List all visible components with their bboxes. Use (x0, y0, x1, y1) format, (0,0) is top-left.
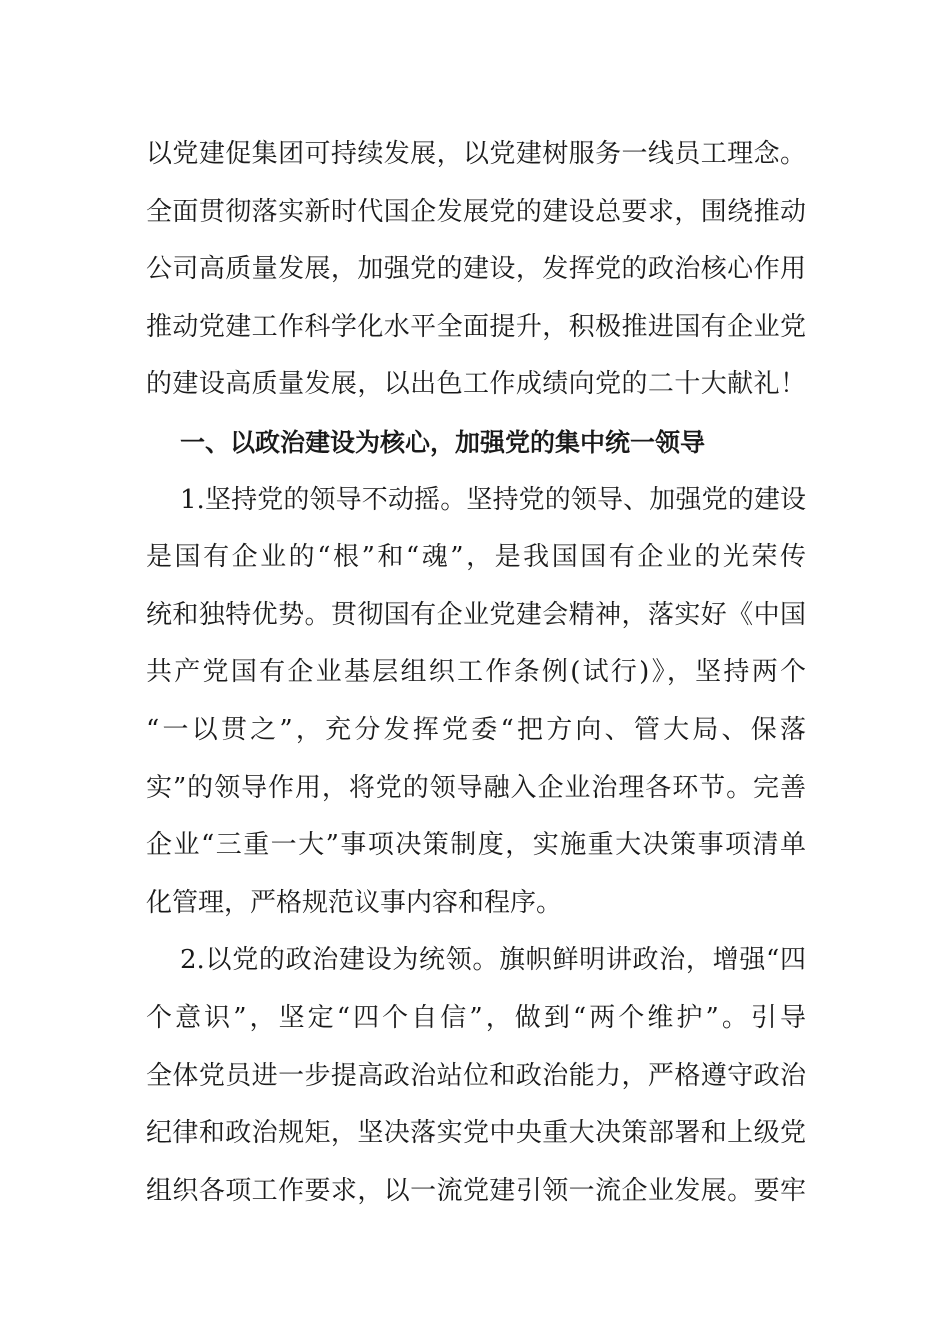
text-line: 是国有企业的“根”和“魂”，是我国国有企业的光荣传 (146, 542, 806, 573)
text-line: 全体党员进一步提高政治站位和政治能力，严格遵守政治 (146, 1060, 806, 1091)
text-line: 共产党国有企业基层组织工作条例(试行)》，坚持两个 (146, 657, 806, 688)
text-line: 实”的领导作用，将党的领导融入企业治理各环节。完善 (146, 772, 806, 803)
text-line: 1.坚持党的领导不动摇。坚持党的领导、加强党的建设 (180, 484, 806, 515)
text-line: 化管理，严格规范议事内容和程序。 (146, 887, 563, 918)
text-line: 全面贯彻落实新时代国企发展党的建设总要求，围绕推动 (146, 196, 806, 227)
text-line: 公司高质量发展，加强党的建设，发挥党的政治核心作用 (146, 254, 806, 285)
text-line: 的建设高质量发展，以出色工作成绩向党的二十大献礼！ (146, 369, 806, 400)
text-line: 2.以党的政治建设为统领。旗帜鲜明讲政治，增强“四 (180, 945, 806, 976)
text-line: 企业“三重一大”事项决策制度，实施重大决策事项清单 (146, 830, 806, 861)
text-line: 组织各项工作要求，以一流党建引领一流企业发展。要牢 (146, 1175, 806, 1206)
text-line: 纪律和政治规矩，坚决落实党中央重大决策部署和上级党 (146, 1118, 806, 1149)
text-line: 推动党建工作科学化水平全面提升，积极推进国有企业党 (146, 311, 806, 342)
text-line: 个意识”，坚定“四个自信”，做到“两个维护”。引导 (146, 1002, 806, 1033)
body-text (146, 126, 806, 1220)
text-line: 以党建促集团可持续发展，以党建树服务一线员工理念。 (146, 139, 806, 169)
section-heading: 一、以政治建设为核心，加强党的集中统一领导 (180, 427, 706, 457)
text-line: “一以贯之”，充分发挥党委“把方向、管大局、保落 (146, 714, 806, 745)
text-line: 统和独特优势。贯彻国有企业党建会精神，落实好《中国 (146, 599, 806, 630)
